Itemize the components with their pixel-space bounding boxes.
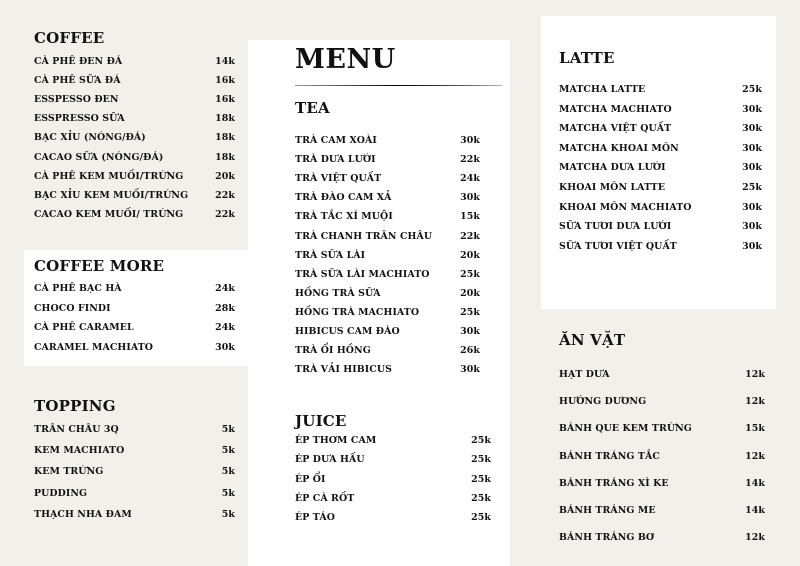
item-name: TRÀ ỔI HỒNG [295,345,371,357]
section-title-latte: LATTE [559,49,615,67]
item-price: 25k [460,268,480,280]
menu-item [295,135,480,147]
item-name: CACAO KEM MUỐI/ TRỨNG [34,208,184,220]
item-price: 30k [742,123,762,135]
menu-item [34,75,235,87]
item-price: 30k [460,326,480,337]
item-price: 16k [215,75,235,87]
menu-item [295,345,480,357]
item-name: BẠC XỈU (NÓNG/ĐÁ) [34,132,146,144]
item-price: 30k [742,142,762,154]
item-price: 28k [215,302,235,314]
menu-item [295,192,480,204]
item-price: 30k [742,240,762,252]
item-name: MATCHA DƯA LƯỚI [559,162,666,174]
menu-item [559,478,765,490]
menu-item [559,369,765,381]
item-price: 30k [460,364,480,376]
menu-item [559,84,762,96]
item-name: CÀ PHÊ SỮA ĐÁ [34,75,121,87]
menu-item [559,451,765,463]
menu-item [559,532,765,544]
item-price: 22k [215,189,235,201]
title-divider [295,85,502,86]
item-name: MATCHA KHOAI MÔN [559,142,679,154]
menu-item [34,56,235,68]
item-price: 5k [221,445,235,457]
menu-item [295,154,480,166]
menu-item [295,231,480,243]
section-title-coffee-more: COFFEE MORE [34,257,165,275]
menu-item [295,474,491,486]
item-name: HIBICUS CAM ĐÀO [295,326,400,337]
item-price: 30k [215,341,235,353]
item-price: 22k [460,230,480,242]
menu-item [295,288,480,300]
menu-item [559,202,762,214]
menu-item [34,303,235,315]
menu-item [34,132,235,144]
menu-item [559,182,762,194]
item-price: 30k [460,192,480,204]
item-price: 14k [745,505,765,516]
item-name: TRÀ CHANH TRÂN CHÂU [295,230,433,242]
item-name: BÁNH TRÁNG BƠ [559,532,655,544]
item-price: 24k [215,322,235,333]
item-price: 25k [742,182,762,193]
item-price: 25k [471,512,491,524]
item-name: BÁNH TRÁNG XÌ KE [559,477,669,489]
menu-item [34,152,235,164]
item-price: 20k [215,170,235,182]
menu-item [559,143,762,155]
menu-title: MENU [295,44,396,75]
item-price: 5k [221,424,235,435]
item-price: 18k [215,132,235,144]
item-name: BÁNH TRÁNG TẮC [559,450,660,462]
menu-item [34,209,235,221]
item-price: 14k [215,56,235,67]
item-name: TRÀ SỮA LÀI MACHIATO [295,268,430,280]
item-name: MATCHA MACHIATO [559,103,672,115]
menu-item [34,445,235,457]
item-name: TRÀ TẮC XÍ MUỘI [295,211,393,223]
menu-item [34,190,235,202]
menu-item [295,454,491,466]
item-name: KEM MACHIATO [34,445,125,457]
menu-item [295,269,480,281]
item-name: ÉP ỔI [295,473,326,485]
item-name: CARAMEL MACHIATO [34,341,154,353]
menu-item [559,241,762,253]
item-name: ÉP TÁO [295,512,335,524]
item-price: 25k [471,473,491,485]
item-price: 30k [742,201,762,213]
section-title-an-vat: ĂN VẶT [559,331,626,349]
item-name: CÀ PHÊ ĐEN ĐÁ [34,56,123,67]
item-price: 15k [460,211,480,223]
section-title-coffee: COFFEE [34,29,105,47]
item-name: CÀ PHÊ CARAMEL [34,322,134,333]
item-name: KEM TRỨNG [34,466,104,478]
item-name: SỮA TƯƠI VIỆT QUẤT [559,240,677,252]
item-price: 16k [215,94,235,106]
item-name: TRÀ CAM XOÀI [295,135,377,146]
item-name: ÉP CÀ RỐT [295,492,355,504]
menu-item [295,512,491,524]
item-name: TRÀ DƯA LƯỚI [295,154,376,166]
item-price: 14k [745,477,765,489]
menu-item [559,162,762,174]
menu-item [34,113,235,125]
menu-item [559,396,765,408]
item-name: KHOAI MÔN LATTE [559,182,666,193]
item-name: CHOCO FINDI [34,302,111,314]
item-name: BÁNH TRÁNG ME [559,505,656,516]
item-price: 25k [742,84,762,95]
item-name: CÀ PHÊ BẠC HÀ [34,283,122,294]
item-price: 24k [215,283,235,294]
item-name: HƯỚNG DƯƠNG [559,396,647,408]
item-name: ÉP DƯA HẤU [295,454,365,466]
item-name: MATCHA VIỆT QUẤT [559,123,672,135]
section-title-topping: TOPPING [34,397,116,415]
item-name: PUDDING [34,487,88,499]
item-name: ESSPRESSO SỮA [34,113,125,125]
item-price: 25k [460,306,480,318]
item-price: 18k [215,113,235,125]
item-name: TRÀ VẢI HIBICUS [295,364,392,376]
item-name: TRÀ VIỆT QUẤT [295,173,382,185]
item-name: THẠCH NHA ĐAM [34,508,132,520]
menu-item [559,221,762,233]
item-price: 12k [745,396,765,408]
item-price: 12k [745,532,765,544]
item-price: 20k [460,249,480,261]
menu-item [34,94,235,106]
item-price: 25k [471,454,491,466]
menu-item [34,342,235,354]
item-price: 25k [471,435,491,446]
menu-item [559,123,762,135]
item-name: MATCHA LATTE [559,84,646,95]
item-price: 24k [460,173,480,185]
menu-item [34,171,235,183]
menu-item [34,509,235,521]
item-price: 5k [221,487,235,499]
item-price: 15k [745,423,765,435]
item-price: 30k [742,103,762,115]
item-name: BẠC XỈU KEM MUỐI/TRỨNG [34,189,189,201]
item-price: 18k [215,151,235,163]
menu-item [295,364,480,376]
item-price: 22k [460,154,480,166]
item-name: BÁNH QUE KEM TRỨNG [559,423,692,435]
item-name: KHOAI MÔN MACHIATO [559,201,692,213]
center-panel [248,40,510,566]
menu-item [295,250,480,262]
item-name: HẠT DƯA [559,369,610,380]
menu-item [559,423,765,435]
menu-item [295,493,491,505]
item-name: HỒNG TRÀ SỮA [295,287,381,299]
section-title-juice: JUICE [295,412,347,430]
section-title-tea: TEA [295,99,330,117]
item-name: TRÀ SỮA LÀI [295,249,366,261]
item-name: HỒNG TRÀ MACHIATO [295,306,420,318]
menu-item [559,505,765,517]
item-name: CACAO SỮA (NÓNG/ĐÁ) [34,151,164,163]
item-price: 26k [460,345,480,357]
item-name: CÀ PHÊ KEM MUỐI/TRỨNG [34,170,184,182]
item-price: 22k [215,208,235,220]
menu-item [295,307,480,319]
item-price: 12k [745,450,765,462]
item-price: 30k [460,135,480,146]
item-name: ÉP THƠM CAM [295,435,377,446]
item-price: 5k [221,508,235,520]
menu-item [295,173,480,185]
item-price: 20k [460,287,480,299]
menu-item [34,283,235,295]
menu-item [295,326,480,338]
item-price: 25k [471,492,491,504]
menu-item [34,466,235,478]
item-price: 30k [742,221,762,233]
menu-item [34,322,235,334]
menu-item [34,488,235,500]
menu-item [295,435,491,447]
item-name: TRÂN CHÂU 3Q [34,424,119,435]
item-price: 12k [745,369,765,380]
item-name: SỮA TƯƠI DƯA LƯỚI [559,221,672,233]
item-name: TRÀ ĐÀO CAM XẢ [295,192,392,204]
menu-item [295,211,480,223]
item-price: 5k [221,466,235,478]
item-name: ESSPESSO ĐEN [34,94,119,106]
item-price: 30k [742,162,762,174]
menu-item [559,104,762,116]
menu-item [34,424,235,436]
